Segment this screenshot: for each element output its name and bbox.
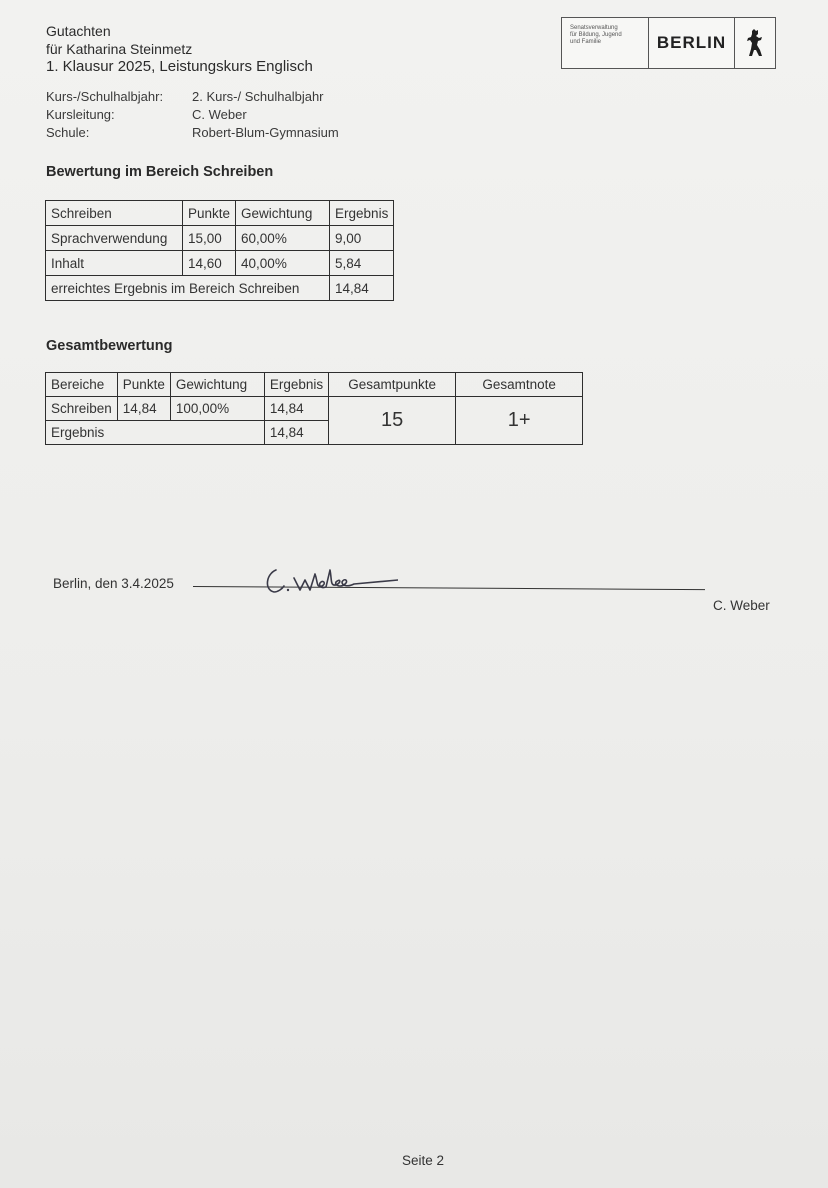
table-cell: 60,00% [236,226,330,251]
table-cell: 40,00% [236,251,330,276]
table-header-cell: Gesamtpunkte [329,373,456,397]
table-row [46,226,394,251]
writing-table [45,200,394,301]
table-header-row [46,373,583,397]
table-header-cell: Punkte [183,201,236,226]
overall-section-title: Gesamtbewertung [46,338,173,354]
table-total-row [46,276,394,301]
writing-section-title: Bewertung im Bereich Schreiben [46,164,274,180]
info-row-teacher [46,106,339,124]
table-cell: 15,00 [183,226,236,251]
handwritten-signature [258,556,398,606]
table-cell: Sprachverwendung [46,226,183,251]
place-date: Berlin, den 3.4.2025 [53,576,174,591]
signer-name: C. Weber [713,598,770,613]
info-label: Kurs-/Schulhalbjahr: [46,89,164,104]
table-header-cell: Ergebnis [264,373,328,397]
table-cell: 14,84 [264,397,328,421]
info-value: 2. Kurs-/ Schulhalbjahr [192,89,324,104]
table-cell: 100,00% [170,397,264,421]
total-label: erreichtes Ergebnis im Bereich Schreiben [46,276,330,301]
table-header-cell: Bereiche [46,373,118,397]
info-value: C. Weber [192,107,247,122]
info-label: Schule: [46,125,90,140]
senate-department-text [562,18,649,68]
header-exam: 1. Klausur 2025, Leistungskurs Englisch [46,58,313,75]
result-value: 14,84 [264,421,328,445]
berlin-logo [561,17,776,69]
header-title: Gutachten [46,23,111,39]
table-cell: 5,84 [330,251,394,276]
berlin-bear-icon [735,18,775,68]
senate-line: und Familie [570,39,602,45]
overall-table [45,372,583,445]
course-info [46,88,339,142]
info-row-term [46,88,339,106]
header-student: für Katharina Steinmetz [46,41,193,57]
table-header-cell: Gewichtung [236,201,330,226]
table-cell: Schreiben [46,397,118,421]
table-cell: 14,60 [183,251,236,276]
info-value: Robert-Blum-Gymnasium [192,125,339,140]
table-row [46,397,583,421]
table-header-cell: Gesamtnote [456,373,583,397]
table-row [46,251,394,276]
table-header-row [46,201,394,226]
table-header-cell: Ergebnis [330,201,394,226]
table-cell: 9,00 [330,226,394,251]
result-label: Ergebnis [46,421,265,445]
table-header-cell: Schreiben [46,201,183,226]
page-number: Seite 2 [402,1153,445,1168]
info-label: Kursleitung: [46,107,115,122]
document-header [46,22,313,76]
senate-line: Senatsverwaltung [570,25,618,31]
table-cell: Inhalt [46,251,183,276]
total-value: 14,84 [330,276,394,301]
grade-value: 1+ [456,397,583,445]
total-points-value: 15 [329,397,456,445]
info-row-school [46,124,339,142]
logo-city-name: BERLIN [649,18,735,68]
table-header-cell: Gewichtung [170,373,264,397]
senate-line: für Bildung, Jugend [570,32,622,38]
table-header-cell: Punkte [117,373,170,397]
table-cell: 14,84 [117,397,170,421]
